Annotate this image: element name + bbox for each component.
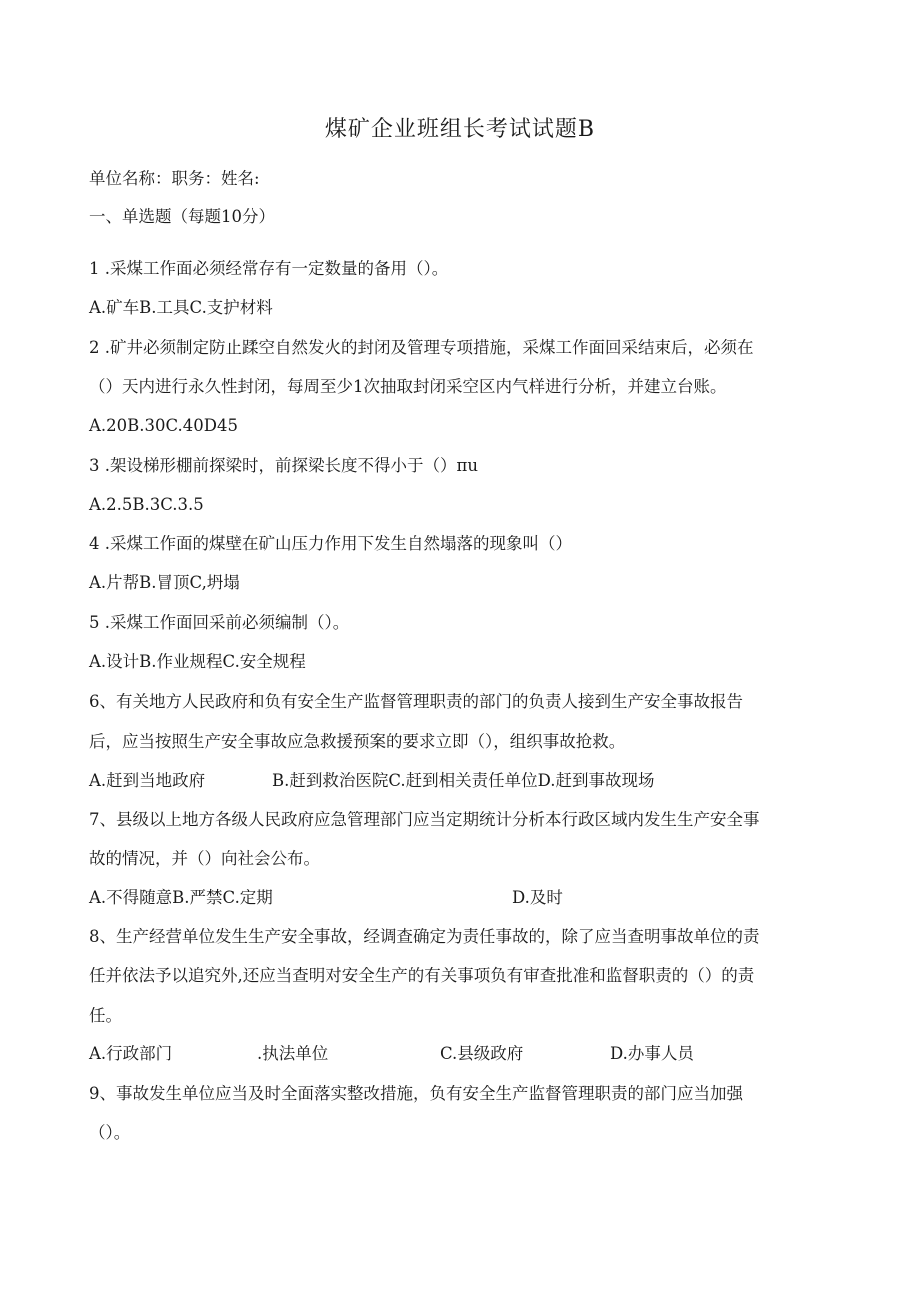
question-7-text: 故的情况，并（）向社会公布。	[89, 849, 320, 868]
option-group: B.赶到救治医院C.赶到相关责任单位D.赶到事故现场	[272, 771, 655, 790]
question-8-text: 任并依法予以追究外,还应当查明对安全生产的有关事项负有审查批准和监督职责的（）的责	[89, 966, 755, 985]
option-d: D.办事人员	[610, 1044, 694, 1063]
question-2-text: 2 .矿井必须制定防止蹂空自然发火的封闭及管理专项措施，采煤工作面回采结束后，必须在	[89, 338, 754, 357]
option-group: A.片帮B.冒顶C,坍塌	[89, 573, 240, 592]
header-info: 单位名称：职务：姓名:	[89, 169, 260, 188]
section-title: 一、单选题（每题10分）	[89, 207, 275, 226]
question-1-text: 1 .采煤工作面必须经常存有一定数量的备用（）。	[89, 259, 449, 278]
question-6-text: 6、有关地方人民政府和负有安全生产监督管理职责的部门的负责人接到生产安全事故报告	[89, 692, 743, 711]
question-5-options	[89, 650, 849, 674]
option-c: C.县级政府	[440, 1044, 524, 1063]
question-4-options	[89, 571, 849, 595]
question-7-text: 7、县级以上地方各级人民政府应急管理部门应当定期统计分析本行政区域内发生生产安全事	[89, 810, 760, 829]
option-b: .执法单位	[257, 1044, 329, 1063]
question-1-options	[89, 296, 849, 320]
option-group: A.20B.30C.40D45	[89, 416, 239, 435]
question-4-text: 4 .采煤工作面的煤壁在矿山压力作用下发生自然塌落的现象叫（）	[89, 534, 572, 553]
page-title: 煤矿企业班组长考试试题B	[324, 117, 596, 142]
option-group: A.2.5B.3C.3.5	[89, 495, 204, 514]
question-2-text: （）天内进行永久性封闭，每周至少1次抽取封闭采空区内气样进行分析，并建立台账。	[89, 377, 727, 396]
option-group: A.矿车B.工具C.支护材料	[89, 298, 273, 317]
question-8-options	[89, 1042, 849, 1066]
question-3-text: 3 .架设梯形棚前探梁时，前探梁长度不得小于（）πu	[89, 456, 478, 475]
option-a: A.行政部门	[89, 1044, 173, 1063]
question-5-text: 5 .采煤工作面回采前必须编制（）。	[89, 613, 350, 632]
option-a: A.赶到当地政府	[89, 771, 206, 790]
option-d: D.及时	[512, 888, 563, 907]
question-9-text: 9、事故发生单位应当及时全面落实整改措施，负有安全生产监督管理职责的部门应当加强	[89, 1084, 743, 1103]
option-group: A.不得随意B.严禁C.定期	[89, 888, 273, 907]
question-6-options	[89, 769, 849, 793]
question-2-options	[89, 414, 849, 438]
question-9-text: （）。	[89, 1123, 131, 1142]
question-3-options	[89, 493, 849, 517]
question-8-text: 任。	[89, 1006, 122, 1025]
question-8-text: 8、生产经营单位发生生产安全事故，经调查确定为责任事故的，除了应当查明事故单位的责	[89, 927, 760, 946]
question-6-text: 后，应当按照生产安全事故应急救援预案的要求立即（），组织事故抢救。	[89, 732, 626, 751]
question-7-options	[89, 886, 849, 910]
option-group: A.设计B.作业规程C.安全规程	[89, 652, 306, 671]
